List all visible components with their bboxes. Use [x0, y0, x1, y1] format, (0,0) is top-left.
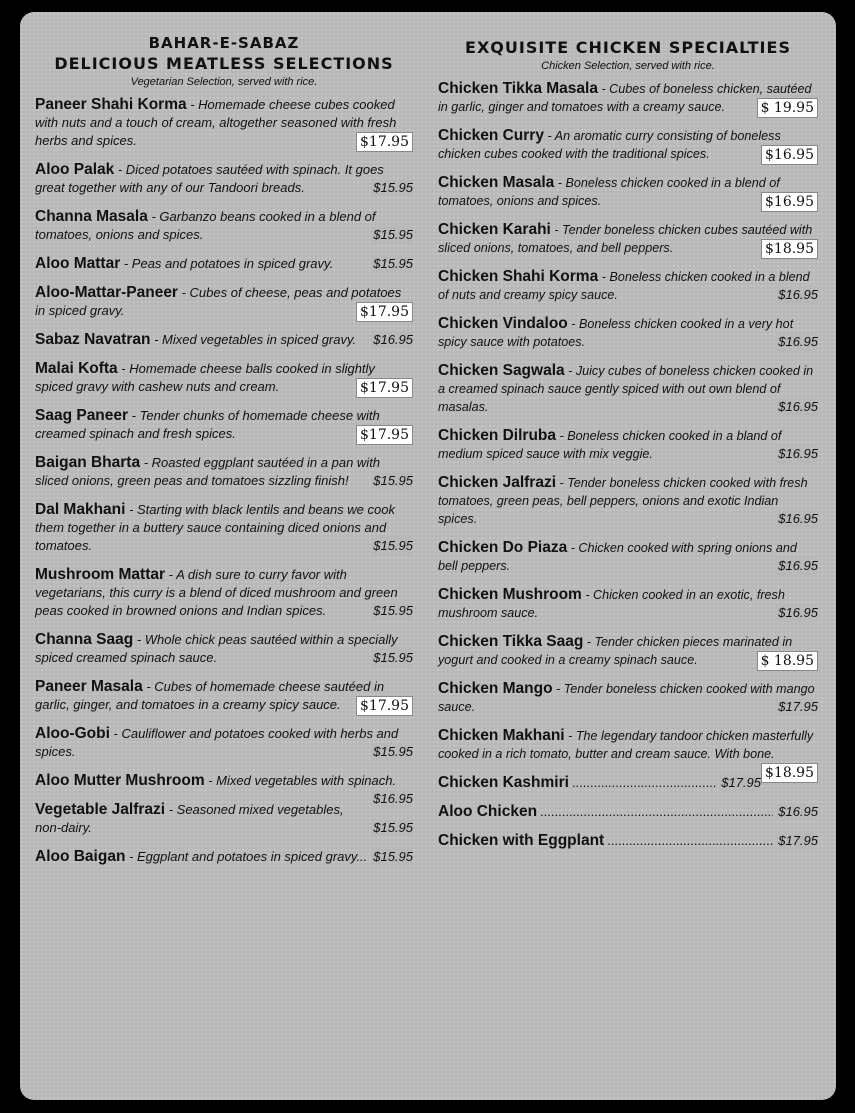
item-desc: - Chicken cooked in an exotic, fresh mushroom sauce. [438, 588, 785, 620]
menu-item [35, 360, 413, 396]
item-desc: - Boneless chicken cooked in a very hot spicy sauce with potatoes. [438, 317, 794, 349]
item-desc: - A dish sure to curry favor with vegetarians, this curry is a blend of diced mushroom and green peas cooked in browned onions and Indian spices. [35, 567, 398, 618]
item-name: Channa Masala [35, 208, 148, 225]
section-title-chicken: EXQUISITE CHICKEN SPECIALTIES [465, 38, 791, 57]
menu-item [35, 208, 413, 244]
item-price: $18.95 [761, 239, 818, 259]
item-desc: - Garbanzo beans cooked in a blend of tomatoes, onions and spices. [35, 209, 376, 242]
item-price: $16.95 [778, 287, 818, 302]
item-name: Chicken Vindaloo [438, 315, 568, 332]
item-price: $16.95 [778, 446, 818, 461]
item-price: $15.95 [373, 256, 413, 271]
item-price: $17.95 [356, 425, 413, 445]
menu-item [35, 161, 413, 197]
item-name: Aloo-Mattar-Paneer [35, 284, 178, 301]
item-desc: - Homemade cheese cubes cooked with nuts and a touch of cream, altogether seasoned with fresh herbs and spices. [35, 97, 397, 148]
item-desc: - Tender chicken pieces marinated in yogurt and cooked in a creamy spinach sauce. [438, 635, 793, 667]
item-price: $16.95 [761, 192, 818, 212]
chicken-column [438, 12, 818, 861]
menu-item [35, 96, 413, 150]
item-price: $15.95 [373, 180, 413, 195]
item-desc: - Chicken cooked with spring onions and bell peppers. [438, 541, 797, 573]
item-name: Chicken Do Piaza [438, 539, 568, 556]
item-name: Chicken Tikka Saag [438, 633, 584, 650]
menu-item [35, 331, 413, 349]
menu-item [438, 315, 818, 351]
item-name: Chicken Sagwala [438, 362, 565, 379]
menu-item [35, 407, 413, 443]
menu-item [438, 803, 818, 821]
dot-leader [607, 832, 773, 850]
item-desc: - Boneless chicken cooked in a blend of nuts and creamy spicy sauce. [438, 270, 810, 302]
item-price: $15.95 [373, 849, 413, 864]
item-price: $15.95 [373, 603, 413, 618]
menu-item [438, 362, 818, 416]
item-name: Chicken Mango [438, 680, 553, 697]
item-name: Malai Kofta [35, 360, 118, 377]
menu-item [438, 221, 818, 257]
section-title-veg-line1: BAHAR-E-SABAZ [148, 34, 300, 52]
menu-item [438, 80, 818, 116]
item-desc: - Roasted eggplant sautéed in a pan with sliced onions, green peas and tomatoes sizzling finish! [35, 455, 381, 488]
item-name: Chicken with Eggplant [438, 832, 605, 849]
menu-item [438, 774, 761, 792]
item-name: Chicken Tikka Masala [438, 80, 598, 97]
item-desc: - Tender boneless chicken cubes sautéed with sliced onions, tomatoes, and bell peppers. [438, 223, 813, 255]
item-desc: - The legendary tandoor chicken masterfully cooked in a rich tomato, butter and cream sauce. With bone. [438, 729, 814, 761]
vegetarian-column [35, 12, 413, 877]
section-subtitle-veg: Vegetarian Selection, served with rice. [130, 76, 318, 88]
item-desc: - Tender boneless chicken cooked with mango sauce. [438, 682, 815, 714]
item-desc: - Homemade cheese balls cooked in slightly spiced gravy with cashew nuts and cream. [35, 361, 375, 394]
dot-leader [540, 803, 773, 821]
section-subtitle-chicken: Chicken Selection, served with rice. [541, 60, 715, 72]
item-desc: - Mixed vegetables with spinach. [204, 773, 397, 788]
item-name: Saag Paneer [35, 407, 129, 424]
item-price: $16.95 [761, 145, 818, 165]
item-price: $17.95 [356, 302, 413, 322]
item-name: Chicken Curry [438, 127, 544, 144]
item-price: $15.95 [373, 227, 413, 242]
item-name: Channa Saag [35, 631, 134, 648]
item-price: $16.95 [778, 605, 818, 620]
item-name: Chicken Dilruba [438, 427, 556, 444]
item-name: Chicken Masala [438, 174, 555, 191]
item-name: Dal Makhani [35, 501, 126, 518]
item-name: Chicken Shahi Korma [438, 268, 599, 285]
item-desc: - Tender chunks of homemade cheese with creamed spinach and fresh spices. [35, 408, 380, 441]
item-price: $17.95 [356, 378, 413, 398]
menu-item [438, 680, 818, 716]
item-price: $17.95 [778, 699, 818, 714]
item-name: Paneer Masala [35, 678, 143, 695]
item-price: $16.95 [778, 558, 818, 573]
item-name: Paneer Shahi Korma [35, 96, 187, 113]
item-price: $15.95 [373, 538, 413, 553]
item-name: Chicken Mushroom [438, 586, 582, 603]
menu-item [35, 678, 413, 714]
item-desc: - Mixed vegetables in spiced gravy. [150, 332, 357, 347]
item-desc: - Cubes of cheese, peas and potatoes in spiced gravy. [35, 285, 402, 318]
menu-item [438, 268, 818, 304]
item-price: $17.95 [721, 775, 761, 790]
item-price: $ 18.95 [757, 651, 818, 671]
item-desc: - Boneless chicken cooked in a bland of medium spiced sauce with mix veggie. [438, 429, 782, 461]
item-desc: - Cubes of boneless chicken, sautéed in garlic, ginger and tomatoes with a creamy sauce. [438, 82, 812, 114]
item-name: Aloo Baigan [35, 848, 126, 865]
item-name: Vegetable Jalfrazi [35, 801, 166, 818]
item-price: $16.95 [373, 791, 413, 806]
item-price: $15.95 [373, 473, 413, 488]
menu-item [35, 255, 413, 273]
item-name: Chicken Karahi [438, 221, 551, 238]
item-name: Chicken Makhani [438, 727, 565, 744]
item-desc: - Starting with black lentils and beans we cook them together in a buttery sauce containing diced onions and tomatoes. [35, 502, 395, 553]
item-desc: - Juicy cubes of boneless chicken cooked in a creamed spinach sauce gently spiced with out own blend of masalas. [438, 364, 814, 414]
item-name: Aloo Mattar [35, 255, 121, 272]
item-price: $16.95 [778, 804, 818, 819]
item-desc: - Diced potatoes sautéed with spinach. It goes great together with any of our Tandoori breads. [35, 162, 384, 195]
menu-item [35, 454, 413, 490]
item-name: Sabaz Navatran [35, 331, 151, 348]
menu-item [438, 174, 818, 210]
item-name: Baigan Bharta [35, 454, 141, 471]
menu-item [438, 427, 818, 463]
item-desc: - An aromatic curry consisting of boneless chicken cubes cooked with the traditional spices. [438, 129, 781, 161]
menu-item [438, 832, 818, 850]
menu-item [35, 501, 413, 555]
item-price: $16.95 [778, 511, 818, 526]
item-price: $16.95 [373, 332, 413, 347]
menu-item [35, 284, 413, 320]
item-price: $ 19.95 [757, 98, 818, 118]
item-price: $15.95 [373, 744, 413, 759]
item-desc: - Peas and potatoes in spiced gravy. [120, 256, 334, 271]
menu-item [438, 633, 818, 669]
item-name: Mushroom Mattar [35, 566, 166, 583]
dot-leader [572, 774, 716, 792]
item-price: $16.95 [778, 334, 818, 349]
item-desc: - Tender boneless chicken cooked with fresh tomatoes, green peas, bell peppers, onions and exotic Indian spices. [438, 476, 808, 526]
menu-item [438, 586, 818, 622]
menu-item [35, 772, 413, 806]
item-name: Aloo-Gobi [35, 725, 110, 742]
item-price: $17.95 [356, 696, 413, 716]
item-price: $17.95 [778, 833, 818, 848]
item-desc: - Cubes of homemade cheese sautéed in garlic, ginger, and tomatoes in a creamy spicy sauce. [35, 679, 385, 712]
item-desc: - Seasoned mixed vegetables, non-dairy. [35, 802, 344, 835]
item-desc: - Whole chick peas sautéed within a specially spiced creamed spinach sauce. [35, 632, 398, 665]
menu-item [438, 127, 818, 163]
menu-item [438, 727, 818, 781]
menu-item [35, 725, 413, 761]
item-name: Chicken Jalfrazi [438, 474, 557, 491]
menu-page [20, 12, 836, 1100]
item-name: Aloo Palak [35, 161, 115, 178]
menu-item [438, 474, 818, 528]
menu-item [438, 539, 818, 575]
item-desc: - Cauliflower and potatoes cooked with herbs and spices. [35, 726, 399, 759]
menu-item [35, 631, 413, 667]
item-price: $16.95 [778, 399, 818, 414]
menu-item [35, 848, 413, 866]
item-name: Chicken Kashmiri [438, 774, 569, 791]
menu-item [35, 801, 413, 837]
item-price: $18.95 [761, 763, 818, 783]
item-price: $17.95 [356, 132, 413, 152]
item-name: Aloo Mutter Mushroom [35, 772, 205, 789]
item-name: Aloo Chicken [438, 803, 538, 820]
item-desc: - Boneless chicken cooked in a blend of tomatoes, onions and spices. [438, 176, 780, 208]
section-title-veg-line2: DELICIOUS MEATLESS SELECTIONS [54, 54, 394, 73]
menu-item [35, 566, 413, 620]
item-price: $15.95 [373, 820, 413, 835]
item-price: $15.95 [373, 650, 413, 665]
item-desc: - Eggplant and potatoes in spiced gravy... [125, 849, 368, 864]
